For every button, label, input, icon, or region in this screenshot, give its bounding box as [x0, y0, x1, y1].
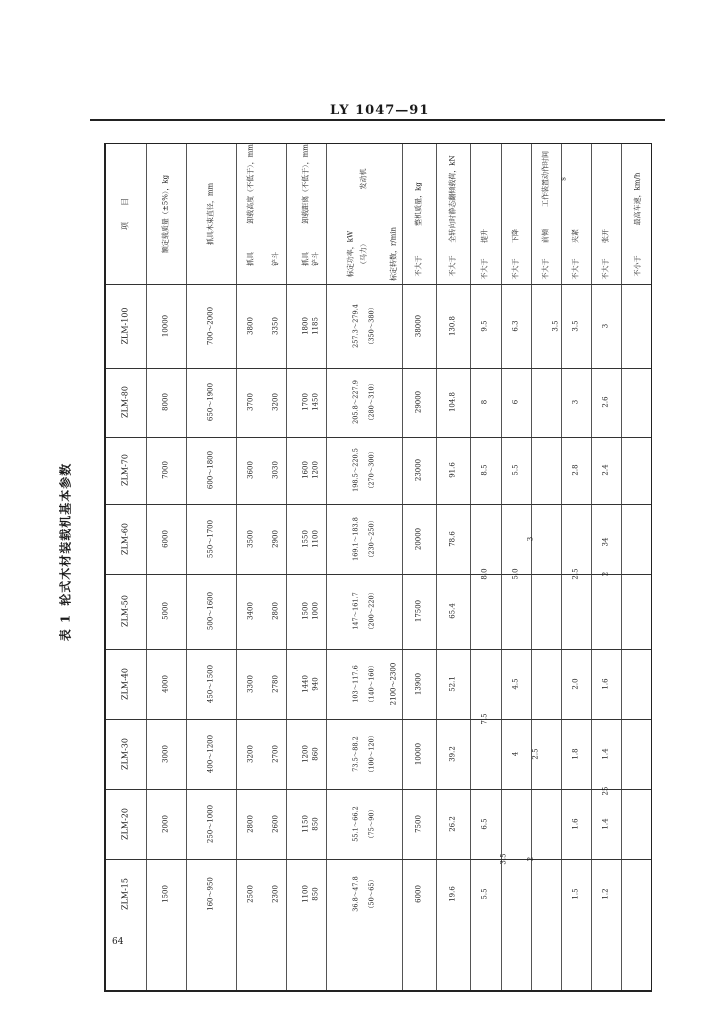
- value-cell: 7000: [161, 461, 170, 479]
- value-cell: 2700: [271, 745, 280, 763]
- header-model: ZLM-100: [120, 307, 130, 345]
- row-sublabel: 张开: [601, 229, 610, 243]
- row-sublabel: 铲斗: [271, 252, 280, 266]
- row-label: 卸载高度（不低于），mm: [246, 144, 255, 224]
- header-model: ZLM-15: [120, 878, 130, 910]
- value-cell: 1200: [301, 745, 310, 763]
- value-cell: 860: [311, 747, 320, 761]
- value-cell: 1.6: [601, 678, 610, 690]
- value-cell: 3030: [271, 461, 280, 479]
- value-cell: 5000: [161, 602, 170, 620]
- value-cell: 36.8～47.8: [351, 876, 360, 912]
- row-line: [106, 284, 651, 285]
- value-cell: 850: [311, 887, 320, 901]
- row-sublabel: 标定功率，kW: [346, 230, 355, 278]
- value-cell: 1450: [311, 393, 320, 411]
- value-cell: 3200: [246, 745, 255, 763]
- value-cell: 78.6: [448, 531, 457, 547]
- value-cell: 103～117.6: [351, 665, 360, 703]
- value-cell: 3.5: [499, 853, 508, 865]
- value-cell: 39.2: [448, 746, 457, 762]
- value-cell: 1000: [311, 602, 320, 620]
- row-condition: 不大于: [480, 258, 489, 280]
- value-cell: 1800: [301, 317, 310, 335]
- row-line: [106, 649, 651, 650]
- col-line: [146, 144, 147, 990]
- row-label: 全转向时静态翻倾载荷，kN: [448, 155, 457, 243]
- value-cell: 4: [511, 751, 520, 757]
- value-cell: 3800: [246, 317, 255, 335]
- value-cell: 8.0: [480, 568, 489, 580]
- row-line: [106, 719, 651, 720]
- value-cell: （350～380）: [367, 303, 376, 349]
- value-cell: 160～950: [206, 877, 215, 911]
- value-cell: 7500: [414, 815, 423, 833]
- row-label: 最高车速，km/h: [633, 172, 642, 226]
- value-cell: 1500: [301, 602, 310, 620]
- value-cell: 550～1700: [206, 519, 215, 559]
- header-model: ZLM-20: [120, 808, 130, 840]
- value-cell: 65.4: [448, 603, 457, 619]
- value-cell: （75～90）: [367, 805, 376, 843]
- row-label: 抓具木束直径，mm: [206, 182, 215, 246]
- row-label: 发动机: [359, 168, 368, 190]
- row-sublabel: 标定转数，r/min: [389, 226, 398, 282]
- value-cell: 3700: [246, 393, 255, 411]
- value-cell: 2300: [271, 885, 280, 903]
- row-sublabel: 铲斗: [311, 252, 320, 266]
- value-cell: 6: [511, 399, 520, 405]
- value-cell: 10000: [161, 314, 170, 338]
- row-condition: 不小于: [633, 255, 642, 277]
- value-cell: 500～1600: [206, 591, 215, 631]
- standard-code: LY 1047—91: [330, 103, 430, 118]
- value-cell: （270～300）: [367, 447, 376, 493]
- value-cell: 20000: [414, 527, 423, 551]
- value-cell: 3.5: [571, 320, 580, 332]
- value-cell: 1600: [301, 461, 310, 479]
- value-cell: 19.6: [448, 886, 457, 902]
- value-cell: 700～2000: [206, 306, 215, 346]
- table-caption: [57, 463, 74, 642]
- value-cell: 1100: [311, 530, 320, 548]
- value-cell: 1.2: [601, 888, 610, 900]
- value-cell: 9.5: [480, 320, 489, 332]
- value-cell: 1100: [301, 885, 310, 903]
- value-cell: 1.4: [601, 748, 610, 760]
- col-line: [236, 144, 237, 990]
- value-cell: 73.5～88.2: [351, 736, 360, 772]
- value-cell: （200～220）: [367, 588, 376, 634]
- value-cell: 2.0: [571, 678, 580, 690]
- value-cell: 1700: [301, 393, 310, 411]
- header-project: 项 目: [120, 198, 130, 230]
- value-cell: 5.5: [511, 464, 520, 476]
- header-model: ZLM-70: [120, 454, 130, 486]
- row-unit: s: [559, 177, 568, 181]
- col-line: [186, 144, 187, 990]
- value-cell: （230～250）: [367, 516, 376, 562]
- row-sublabel: 下降: [511, 229, 520, 243]
- value-cell: 3300: [246, 675, 255, 693]
- value-cell: （50～65）: [367, 875, 376, 913]
- col-line: [402, 144, 403, 990]
- value-cell: 2780: [271, 675, 280, 693]
- value-cell: 3: [526, 536, 535, 542]
- col-line: [621, 144, 622, 990]
- value-cell: 205.8～227.9: [351, 380, 360, 424]
- value-cell: 3200: [271, 393, 280, 411]
- value-cell: 940: [311, 677, 320, 691]
- header-model: ZLM-50: [120, 595, 130, 627]
- row-sublabel: 提升: [480, 229, 489, 243]
- row-label: 额定载质量（±5%），kg: [161, 174, 170, 254]
- value-cell: 1.8: [571, 748, 580, 760]
- row-line: [106, 437, 651, 438]
- value-cell: 1.5: [571, 888, 580, 900]
- value-cell: 3500: [246, 530, 255, 548]
- value-cell: 26.2: [448, 816, 457, 832]
- row-line: [106, 789, 651, 790]
- value-cell: 2100～2300: [389, 662, 398, 706]
- col-line: [326, 144, 327, 990]
- value-cell: 198.5～220.5: [351, 448, 360, 492]
- value-cell: 250～1000: [206, 804, 215, 844]
- value-cell: 1550: [301, 530, 310, 548]
- table-title: 轮式木材装载机基本参数: [58, 462, 73, 606]
- value-cell: 3600: [246, 461, 255, 479]
- value-cell: 2.8: [571, 464, 580, 476]
- row-line: [106, 504, 651, 505]
- value-cell: 1440: [301, 675, 310, 693]
- header-model: ZLM-80: [120, 386, 130, 418]
- row-condition: 不大于: [601, 258, 610, 280]
- value-cell: 8: [480, 399, 489, 405]
- value-cell: 1185: [311, 317, 320, 335]
- value-cell: 5.5: [480, 888, 489, 900]
- value-cell: 38000: [414, 314, 423, 338]
- value-cell: 850: [311, 817, 320, 831]
- col-line: [436, 144, 437, 990]
- value-cell: 2: [601, 571, 610, 577]
- value-cell: 10000: [414, 742, 423, 766]
- value-cell: 2800: [246, 815, 255, 833]
- value-cell: 3400: [246, 602, 255, 620]
- value-cell: 6.3: [511, 320, 520, 332]
- header-model: ZLM-30: [120, 738, 130, 770]
- value-cell: 3: [571, 399, 580, 405]
- value-cell: 6.5: [480, 818, 489, 830]
- value-cell: 3.5: [551, 320, 560, 332]
- value-cell: 52.1: [448, 676, 457, 692]
- value-cell: 130.8: [448, 315, 457, 337]
- value-cell: 2000: [161, 815, 170, 833]
- value-cell: 2900: [271, 530, 280, 548]
- value-cell: 7.5: [480, 713, 489, 725]
- value-cell: 1.4: [601, 818, 610, 830]
- row-condition: 不大于: [448, 255, 457, 277]
- row-label: 工作装置动作时间: [541, 151, 550, 207]
- value-cell: 600～1800: [206, 450, 215, 490]
- value-cell: 6000: [161, 530, 170, 548]
- col-line: [591, 144, 592, 990]
- value-cell: 2.5: [531, 748, 540, 760]
- value-cell: 5.0: [511, 568, 520, 580]
- row-condition: 不大于: [511, 258, 520, 280]
- value-cell: 2.4: [601, 464, 610, 476]
- value-cell: 4000: [161, 675, 170, 693]
- row-sublabel: 抓具: [246, 252, 255, 266]
- value-cell: 2600: [271, 815, 280, 833]
- row-label: 整机质量，kg: [414, 182, 423, 226]
- value-cell: 3: [601, 323, 610, 329]
- value-cell: 55.1～66.2: [351, 806, 360, 842]
- header-rule: [90, 119, 665, 121]
- value-cell: 91.6: [448, 462, 457, 478]
- value-cell: 169.1～183.8: [351, 517, 360, 561]
- value-cell: 3350: [271, 317, 280, 335]
- value-cell: （280～310）: [367, 379, 376, 425]
- value-cell: 17500: [414, 599, 423, 623]
- value-cell: 2.6: [601, 396, 610, 408]
- value-cell: 13900: [414, 672, 423, 696]
- header-model: ZLM-40: [120, 668, 130, 700]
- value-cell: 3000: [161, 745, 170, 763]
- parameter-table: [104, 143, 652, 992]
- value-cell: 8000: [161, 393, 170, 411]
- value-cell: 1.6: [571, 818, 580, 830]
- row-sublabel: （马力）: [359, 240, 368, 268]
- value-cell: 2800: [271, 602, 280, 620]
- row-condition: 不大于: [414, 255, 423, 277]
- value-cell: 1150: [301, 815, 310, 833]
- value-cell: 8.5: [480, 464, 489, 476]
- value-cell: 147～161.7: [351, 592, 360, 630]
- value-cell: （100～120）: [367, 731, 376, 777]
- value-cell: 2.5: [571, 568, 580, 580]
- table-label: 表 1: [58, 613, 73, 642]
- value-cell: （140～160）: [367, 661, 376, 707]
- row-sublabel: 抓具: [301, 252, 310, 266]
- value-cell: 4.5: [511, 678, 520, 690]
- value-cell: 400～1200: [206, 734, 215, 774]
- value-cell: 650～1900: [206, 382, 215, 422]
- header-model: ZLM-60: [120, 523, 130, 555]
- col-line: [470, 144, 471, 990]
- value-cell: 25: [601, 786, 610, 796]
- page-number: 64: [112, 937, 124, 947]
- row-line: [106, 368, 651, 369]
- value-cell: 34: [601, 537, 610, 547]
- row-condition: 不大于: [571, 258, 580, 280]
- row-condition: 不大于: [541, 258, 550, 280]
- col-line: [286, 144, 287, 990]
- value-cell: 104.8: [448, 391, 457, 413]
- col-line: [561, 144, 562, 990]
- value-cell: 23000: [414, 458, 423, 482]
- value-cell: 1500: [161, 885, 170, 903]
- value-cell: 257.3～279.4: [351, 304, 360, 348]
- value-cell: 6000: [414, 885, 423, 903]
- value-cell: 1200: [311, 461, 320, 479]
- value-cell: 450～1500: [206, 664, 215, 704]
- value-cell: 2500: [246, 885, 255, 903]
- value-cell: 2: [526, 856, 535, 862]
- value-cell: 29000: [414, 390, 423, 414]
- row-sublabel: 前倾: [541, 229, 550, 243]
- row-label: 卸载距离（不低于），mm: [301, 144, 310, 224]
- row-sublabel: 夹紧: [571, 229, 580, 243]
- col-line: [531, 144, 532, 990]
